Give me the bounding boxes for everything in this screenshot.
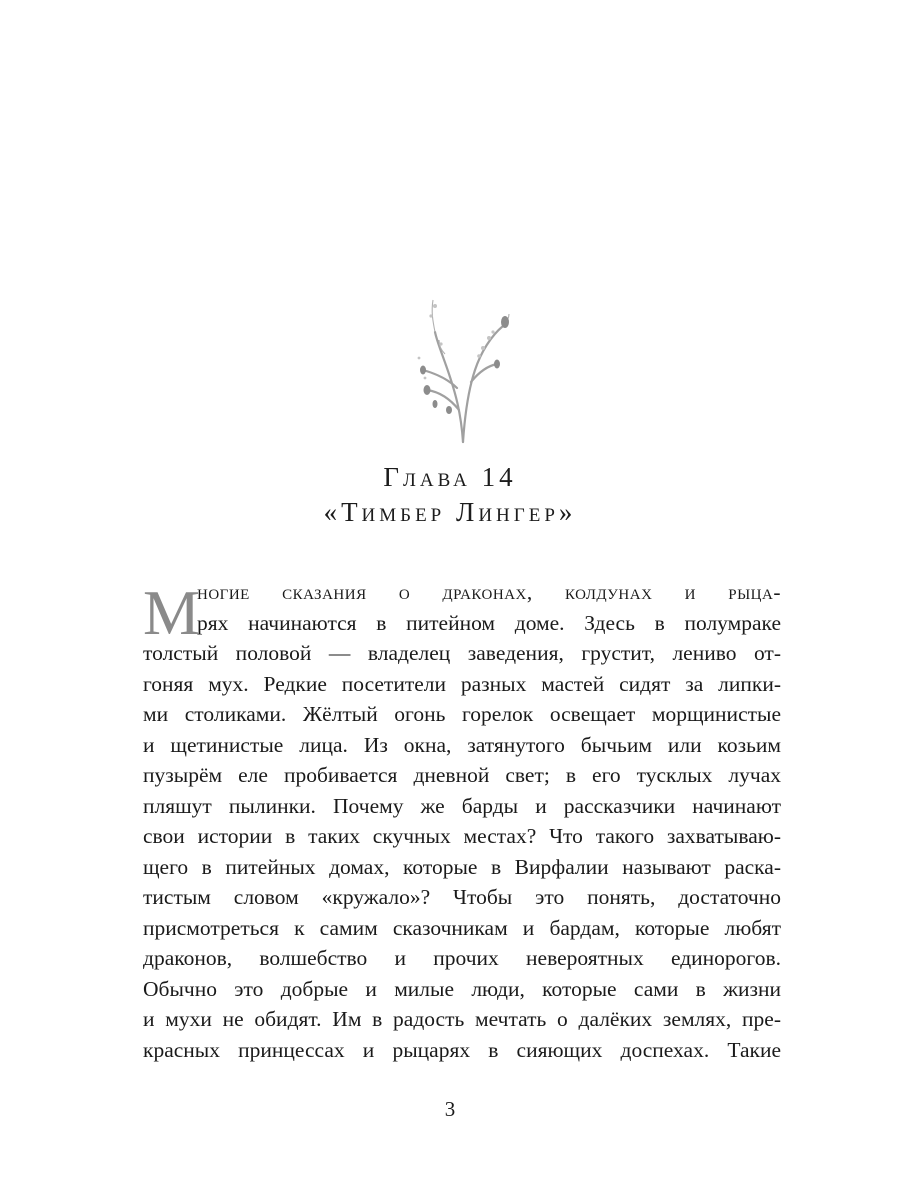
text-line: и щетинистые лица. Из окна, затянутого бычьим или козьим [143,732,781,757]
page-number: 3 [444,1097,456,1121]
text-line: ми столиками. Жёлтый огонь горелок освещает морщинистые [143,702,781,726]
drop-cap-letter: М [143,577,200,648]
text-line: гоняя мух. Редкие посетители разных мастей сидят за липки- [143,671,781,696]
text-line: присмотреться к самим сказочникам и бардам, которые любят [143,915,781,940]
chapter-title: «Тимбер Лингер» [323,497,577,527]
text-line-1: ногие сказания о драконах, колдунах и рыца- [197,580,781,604]
text-line-2: рях начинаются в питейном доме. Здесь в полумраке [197,610,781,635]
text-line: свои истории в таких скучных местах? Что такого захватываю- [143,824,781,848]
chapter-number: Глава 14 [383,462,517,492]
text-line: тистым словом «кружало»? Чтобы это понять, достаточно [143,885,781,909]
text-line: Обычно это добрые и милые люди, которые сами в жизни [143,976,781,1001]
text-line: и мухи не обидят. Им в радость мечтать о далёких землях, пре- [143,1007,781,1031]
text-line: пузырём еле пробивается дневной свет; в его тусклых лучах [143,763,781,787]
text-line: драконов, волшебство и прочих невероятных единорогов. [143,946,781,970]
text-line: толстый половой — владелец заведения, грустит, лениво от- [143,641,781,665]
text-line: пляшут пылинки. Почему же барды и рассказчики начинают [143,793,781,818]
text-line: красных принцессах и рыцарях в сияющих доспехах. Такие [143,1037,781,1062]
flower-sprig-icon [405,292,515,444]
chapter-body-text [143,577,781,1065]
opening-paragraph-start [143,577,781,648]
text-line: щего в питейных домах, которые в Вирфалии называют раска- [143,854,781,879]
